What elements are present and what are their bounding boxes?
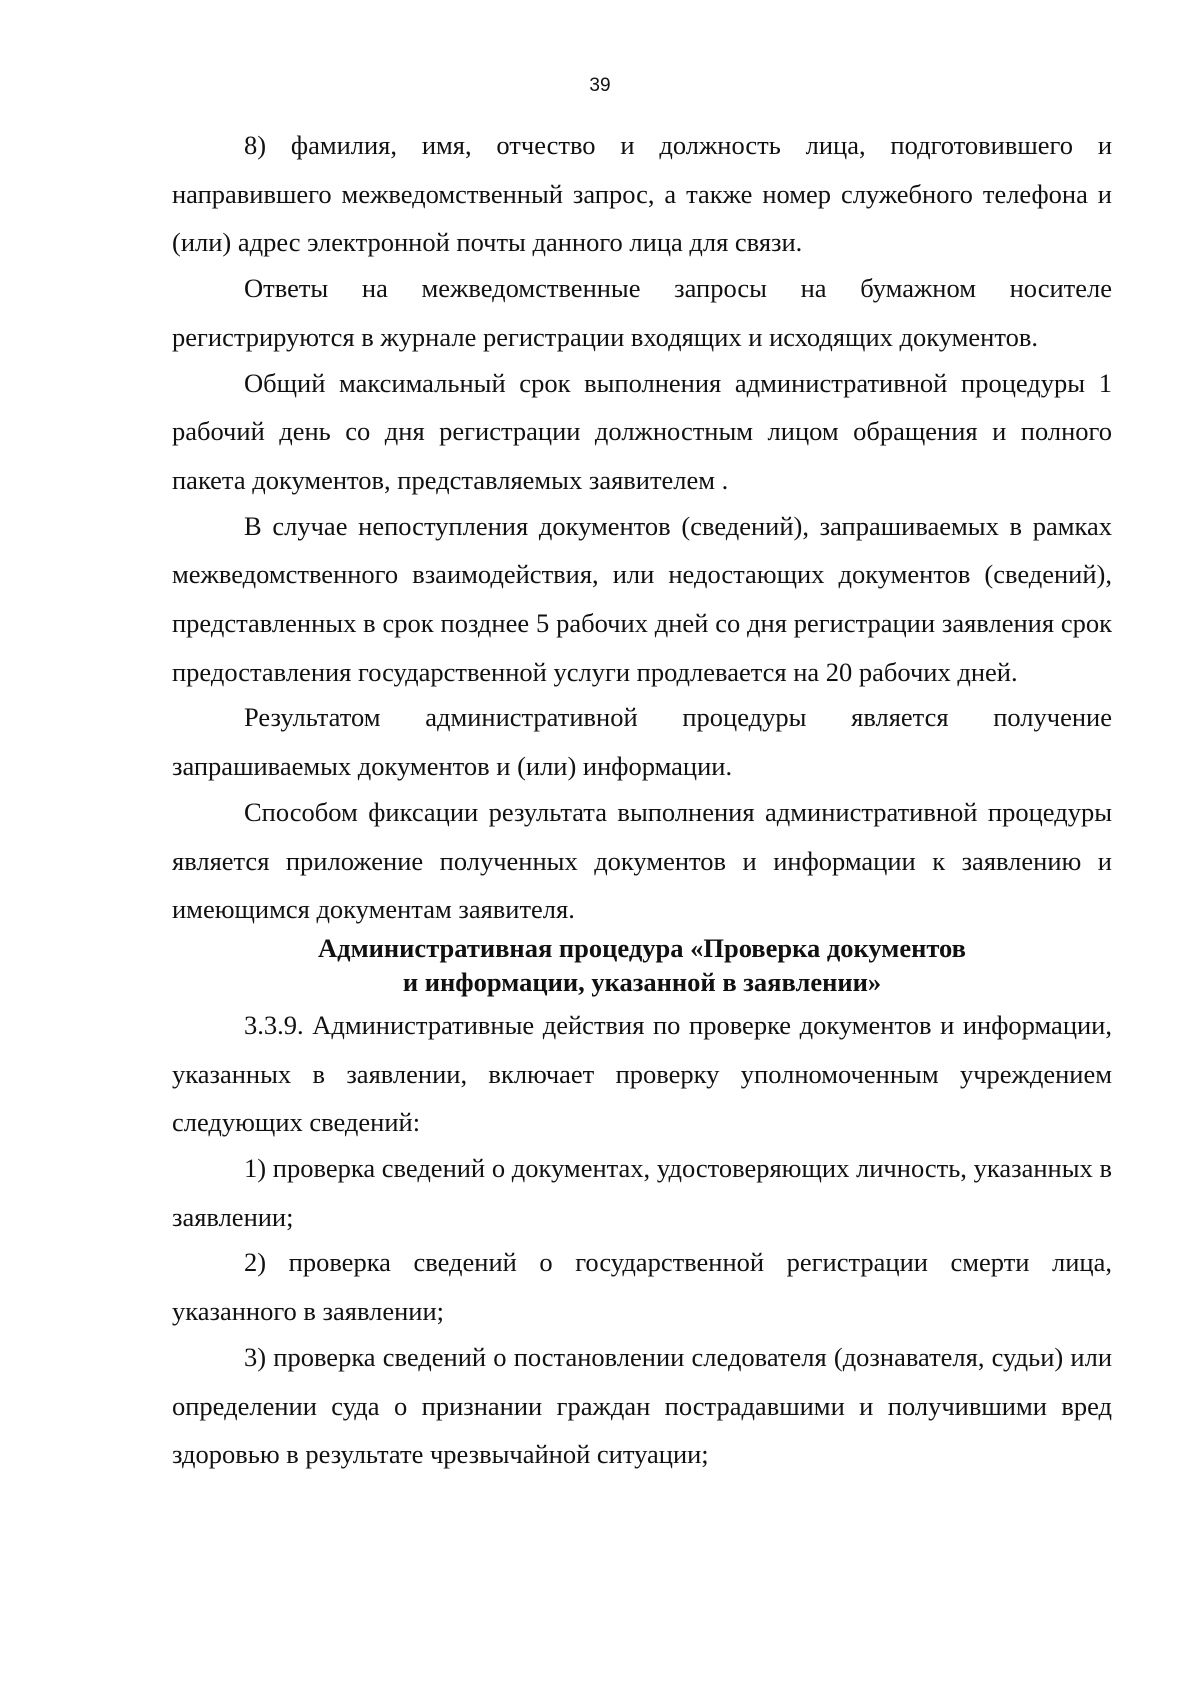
paragraph-non-receipt: В случае непоступления документов (сведений), запрашиваемых в рамках межведомственного взаимодействия, или недостающих документов (сведений), представленных в срок позднее 5 рабочих дней со дня регистрации заявления срок предоставления государственной услуги продлевается на 20 рабочих дней. xyxy=(172,510,1112,687)
list-item-3: 3) проверка сведений о постановлении следователя (дознавателя, судьи) или определении суда о признании граждан пострадавшими и получившими вред здоровью в результате чрезвычайной ситуации; xyxy=(172,1341,1112,1470)
list-item-1: 1) проверка сведений о документах, удостоверяющих личность, указанных в заявлении; xyxy=(172,1153,1112,1232)
section-heading-line-2: и информации, указанной в заявлении» xyxy=(402,966,882,997)
paragraph-responses-registration: Ответы на межведомственные запросы на бумажном носителе регистрируются в журнале регистрации входящих и исходящих документов. xyxy=(172,273,1112,352)
section-heading xyxy=(172,931,1112,999)
paragraph-max-term: Общий максимальный срок выполнения административной процедуры 1 рабочий день со дня регистрации должностным лицом обращения и полного пакета документов, представляемых заявителем . xyxy=(172,367,1112,495)
page-number: 39 xyxy=(589,75,611,96)
paragraph-3-3-9: 3.3.9. Административные действия по проверке документов и информации, указанных в заявлении, включает проверку уполномоченным учреждением следующих сведений: xyxy=(172,1009,1112,1138)
section-heading-line-1: Административная процедура «Проверка документов xyxy=(318,932,966,963)
paragraph-contact-details: 8) фамилия, имя, отчество и должность лица, подготовившего и направившего межведомственный запрос, а также номер служебного телефона и (или) адрес электронной почты данного лица для связи. xyxy=(172,130,1112,258)
paragraph-result: Результатом административной процедуры является получение запрашиваемых документов и (или) информации. xyxy=(172,702,1112,782)
list-item-2: 2) проверка сведений о государственной регистрации смерти лица, указанного в заявлении; xyxy=(172,1247,1112,1327)
document-body xyxy=(172,121,1112,1476)
paragraph-fixation-method: Способом фиксации результата выполнения административной процедуры является приложение полученных документов и информации к заявлению и имеющимся документам заявителя. xyxy=(172,796,1112,925)
